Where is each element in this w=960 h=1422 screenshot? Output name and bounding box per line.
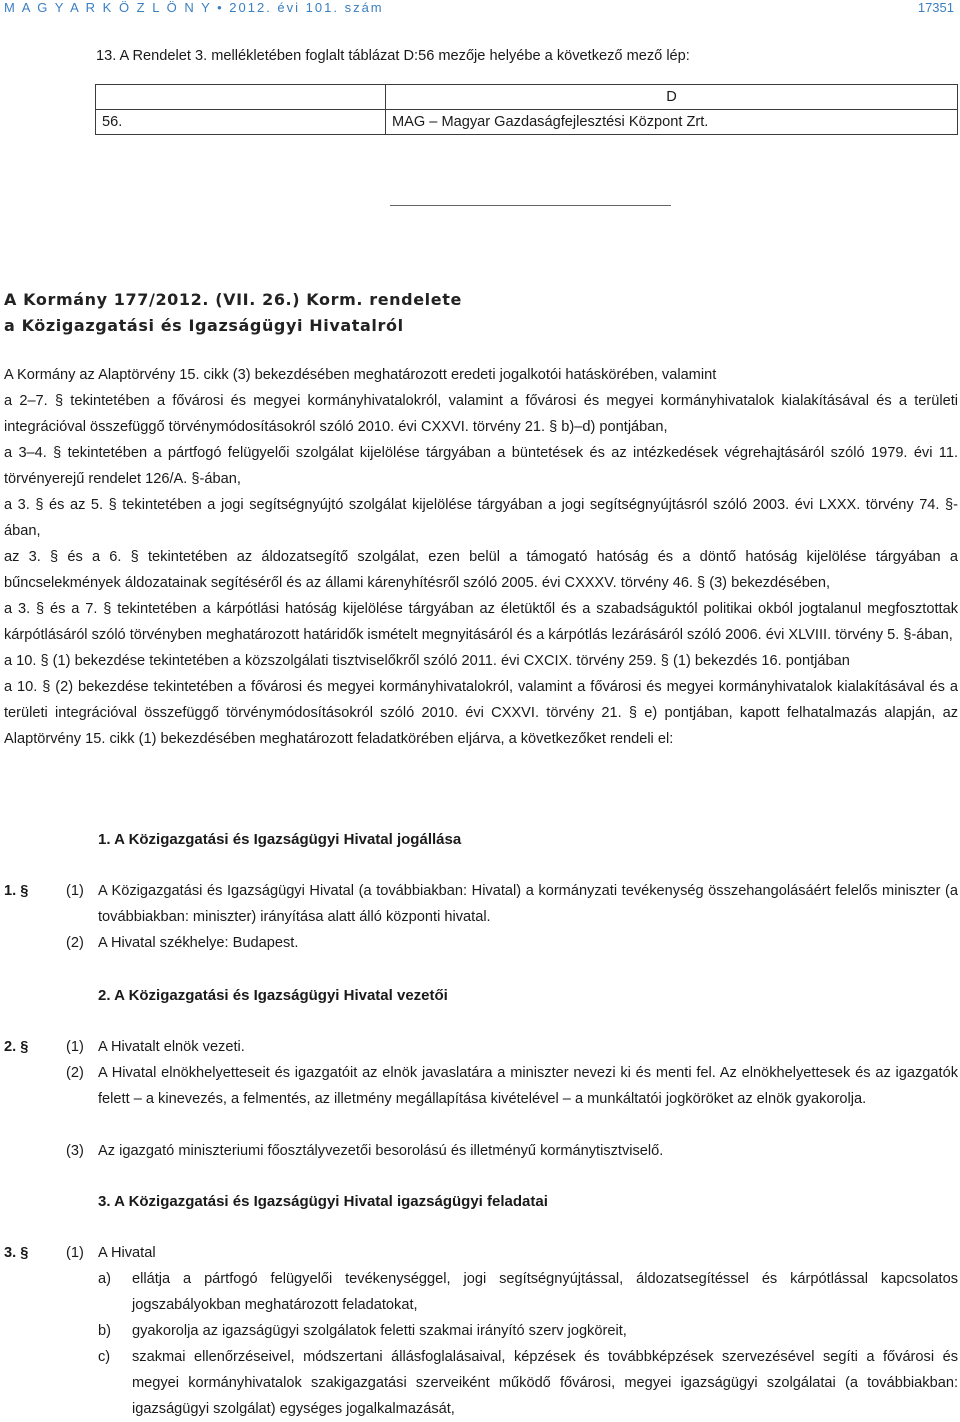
preamble-paragraph: a 3–4. § tekintetében a pártfogó felügyelői szolgálat kijelölése tárgyában a büntetések és az intézkedések végrehajtásáról szóló 1979. évi 11. törvényerejű rendelet 126/A. §-ában, xyxy=(4,445,958,487)
section-heading-2: 2. A Közigazgatási és Igazságügyi Hivatal vezetői xyxy=(98,987,448,1004)
point-text: ellátja a pártfogó felügyelői tevékenységgel, jogi segítségnyújtással, áldozatsegítéssel és kárpótlással kapcsolatos jogszabályokban meghatározott feladatokat, xyxy=(132,1271,958,1313)
point-label: a) xyxy=(98,1271,111,1287)
separator-line xyxy=(390,205,671,206)
section-heading-3: 3. A Közigazgatási és Igazságügyi Hivatal igazságügyi feladatai xyxy=(98,1193,548,1210)
preamble-paragraph: a 10. § (2) bekezdése tekintetében a fővárosi és megyei kormányhivatalokról, valamint a fővárosi és megyei kormányhivatalok kialakításával és a területi integrációval összefüggő törvénymódosításokról szóló 2010. évi CXXVI. törvény 21. § e) pontjában, kapott felhatalmazás alapján, az Alaptörvény 15. cikk (1) bekezdésében meghatározott feladatkörében eljárva, a következőket rendeli el: xyxy=(4,679,958,747)
preamble-paragraph: a 10. § (1) bekezdése tekintetében a közszolgálati tisztviselőkről szóló 2011. évi CXCIX. törvény 259. § (1) bekezdés 16. pontjában xyxy=(4,653,850,669)
table-header-row xyxy=(96,85,958,110)
decree-title-line1: A Kormány 177/2012. (VII. 26.) Korm. rendelete xyxy=(4,290,462,309)
paragraph-number: 2. § xyxy=(4,1039,29,1055)
subsection-label: (1) xyxy=(66,1245,84,1261)
running-header xyxy=(4,0,954,18)
page-number: 17351 xyxy=(917,0,954,15)
amendment-13: 13. A Rendelet 3. mellékletében foglalt táblázat D:56 mezője helyébe a következő mező lép: xyxy=(96,48,690,64)
paragraph-number: 1. § xyxy=(4,883,29,899)
section-heading-1: 1. A Közigazgatási és Igazságügyi Hivatal jogállása xyxy=(98,831,462,848)
point-text: gyakorolja az igazságügyi szolgálatok feletti szakmai irányító szerv jogköreit, xyxy=(132,1323,627,1339)
journal-title: M A G Y A R K Ö Z L Ö N Y • 2012. évi 101. szám xyxy=(4,0,384,15)
subsection-text: A Hivatal elnökhelyetteseit és igazgatóit az elnök javaslatára a miniszter nevezi ki és menti fel. Az elnökhelyettesek és az igazgatók felett – a kinevezés, a felmentés, az illetmény megállapítása kivételével – a munkáltatói jogköröket az elnök gyakorolja. xyxy=(98,1065,958,1107)
preamble-paragraph: a 3. § és az 5. § tekintetében a jogi segítségnyújtó szolgálat kijelölése tárgyában a jogi segítségnyújtásról szóló 2003. évi LXXX. törvény 74. §-ában, xyxy=(4,497,958,539)
subsection-text: Az igazgató miniszteriumi főosztályvezetői besorolású és illetményű kormánytisztviselő. xyxy=(98,1143,664,1159)
preamble xyxy=(4,362,958,752)
table-empty-cell xyxy=(96,85,386,110)
subsection-label: (1) xyxy=(66,1039,84,1055)
subsection-label: (1) xyxy=(66,883,84,899)
preamble-paragraph: a 3. § és a 7. § tekintetében a kárpótlási hatóság kijelölése tárgyában az életüktől és a szabadságuktól politikai okból jogtalanul megfosztottak kárpótlásáról szóló törvényben meghatározott határidők ismételt megnyitásáról és a kárpótlás lezárásáról szóló 2006. évi XLVIII. törvény 5. §-ában, xyxy=(4,601,958,643)
subsection-label: (2) xyxy=(66,935,84,951)
point-label: b) xyxy=(98,1323,111,1339)
subsection-text: A Hivatal székhelye: Budapest. xyxy=(98,935,299,951)
subsection-label: (2) xyxy=(66,1065,84,1081)
amendment-table xyxy=(95,84,958,135)
point-label: c) xyxy=(98,1349,111,1365)
table-row xyxy=(96,110,958,135)
point-text: szakmai ellenőrzéseivel, módszertani állásfoglalásaival, képzések és továbbképzések szervezésével segíti a fővárosi és megyei kormányhivatalok szakigazgatási szerveiként működő fővárosi, megyei igazságügyi szolgálatai (a továbbiakban: igazságügyi szolgálat) egységes jogalkalmazását, xyxy=(132,1349,958,1417)
paragraph-number: 3. § xyxy=(4,1245,29,1261)
preamble-paragraph: az 3. § és a 6. § tekintetében az áldozatsegítő szolgálat, ezen belül a támogató hatóság és a döntő hatóság kijelölése tárgyában a bűncselekmények áldozatainak segítéséről és az állami kárenyhítésről szóló 2005. évi CXXXV. törvény 46. § (3) bekezdésében, xyxy=(4,549,958,591)
preamble-paragraph: A Kormány az Alaptörvény 15. cikk (3) bekezdésében meghatározott eredeti jogalkotói hatáskörében, valamint xyxy=(4,367,717,383)
subsection-text: A Hivatal xyxy=(98,1245,156,1261)
subsection-label: (3) xyxy=(66,1143,84,1159)
table-col-header: D xyxy=(386,85,958,110)
preamble-paragraph: a 2–7. § tekintetében a fővárosi és megyei kormányhivatalokról, valamint a fővárosi és megyei kormányhivatalok kialakításával és a területi integrációval összefüggő törvénymódosításokról szóló 2010. évi CXXVI. törvény 21. § b)–d) pontjában, xyxy=(4,393,958,435)
table-row-number: 56. xyxy=(96,110,386,135)
table-row-value: MAG – Magyar Gazdaságfejlesztési Központ Zrt. xyxy=(386,110,958,135)
decree-title-line2: a Közigazgatási és Igazságügyi Hivatalról xyxy=(4,316,404,335)
subsection-text: A Közigazgatási és Igazságügyi Hivatal (a továbbiakban: Hivatal) a kormányzati tevékenység összehangolásáért felelős miniszter (a továbbiakban: miniszter) irányítása alatt álló központi hivatal. xyxy=(98,883,958,925)
subsection-text: A Hivatalt elnök vezeti. xyxy=(98,1039,245,1055)
